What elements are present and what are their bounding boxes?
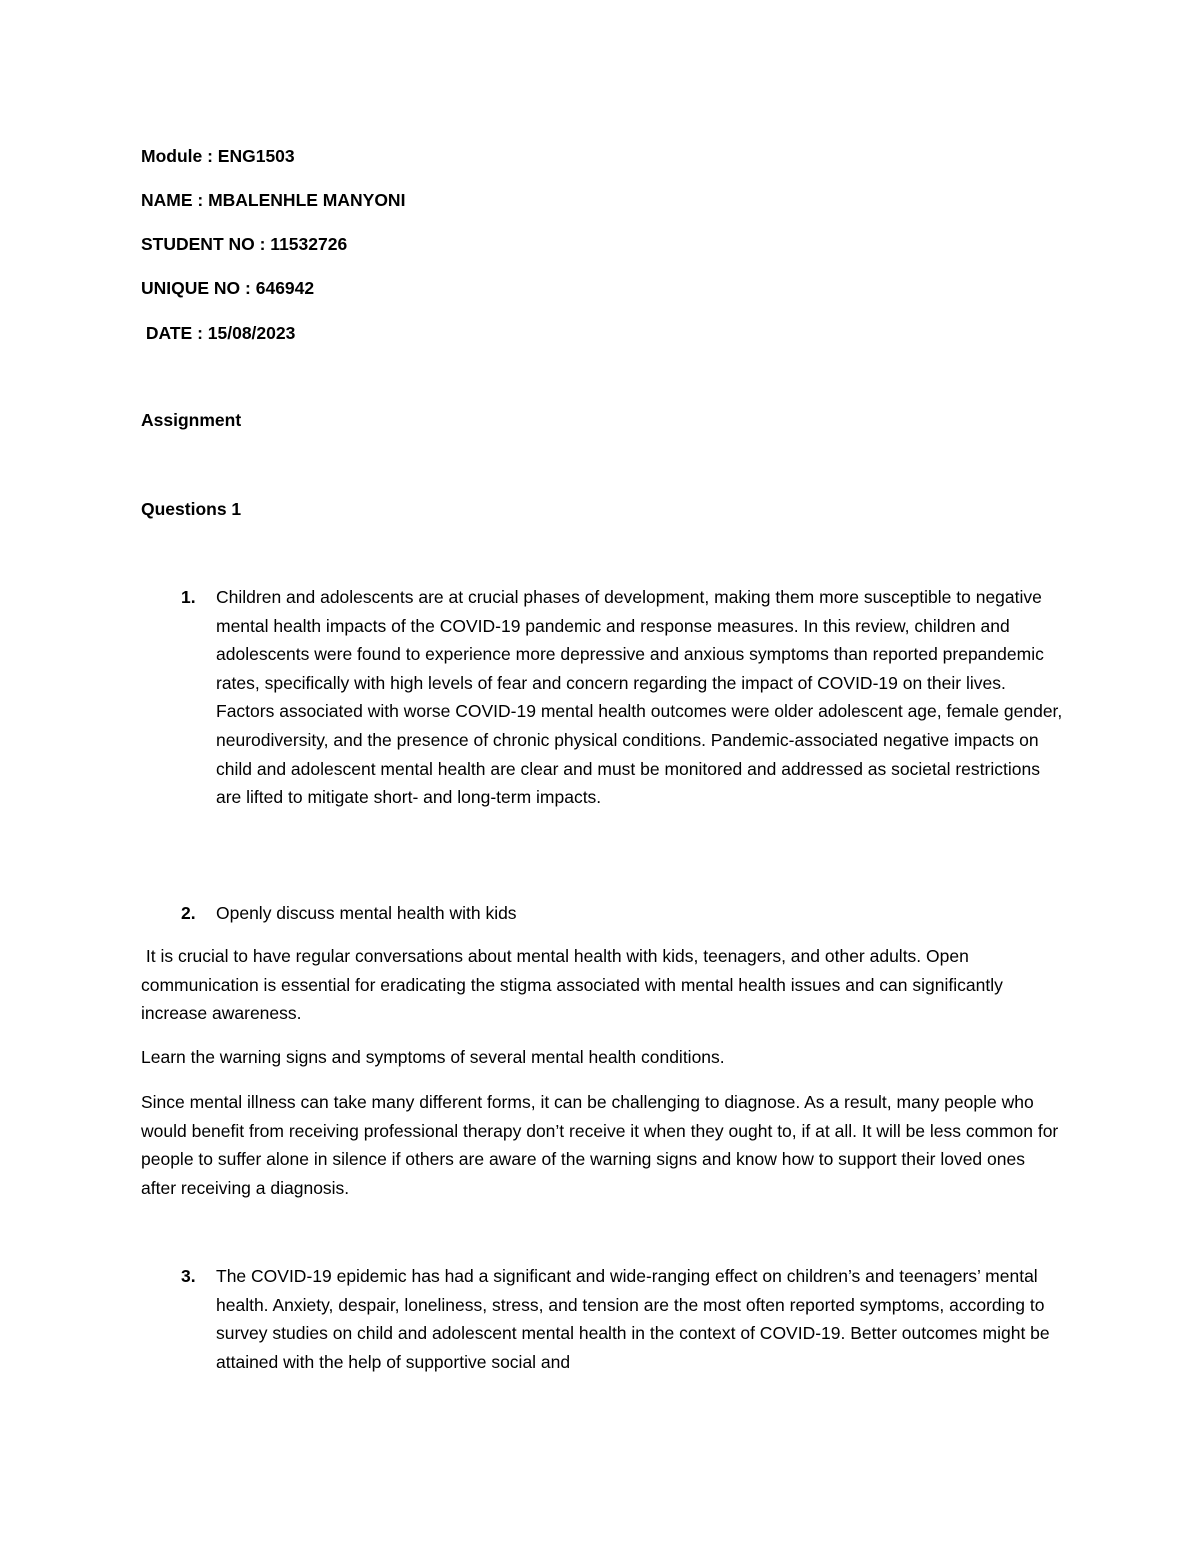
question-heading: Questions 1 <box>141 499 242 519</box>
item-2-text: Openly discuss mental health with kids <box>216 903 517 923</box>
paragraph-2: Learn the warning signs and symptoms of several mental health conditions. <box>141 1047 725 1067</box>
item-1-text: Children and adolescents are at crucial phases of development, making them more susceptible to negative mental health impacts of the COVID-19 pandemic and response measures. In this review, children and adolescents were found to experience more depressive and anxious symptoms than reported prepandemic rates, specifically with high levels of fear and concern regarding the impact of COVID-19 on their lives. Factors associated with worse COVID-19 mental health outcomes were older adolescent age, female gender, neurodiversity, and the presence of chronic physical conditions. Pandemic-associated negative impacts on child and adolescent mental health are clear and must be monitored and addressed as societal restrictions are lifted to mitigate short- and long-term impacts. <box>216 587 1063 808</box>
paragraph-3: Since mental illness can take many different forms, it can be challenging to diagnose. As a result, many people who would benefit from receiving professional therapy don’t receive it when they ought to, if at all. It will be less common for people to suffer alone in silence if others are aware of the warning signs and know how to support their loved ones after receiving a diagnosis. <box>141 1092 1059 1198</box>
item-3-number: 3. <box>181 1266 196 1286</box>
student-no-line: STUDENT NO : 11532726 <box>141 234 348 254</box>
assignment-title: Assignment <box>141 410 242 430</box>
module-line: Module : ENG1503 <box>141 146 295 166</box>
unique-no-line: UNIQUE NO : 646942 <box>141 278 315 298</box>
item-3-text: The COVID-19 epidemic has had a significant and wide-ranging effect on children’s and teenagers’ mental health. Anxiety, despair, loneliness, stress, and tension are the most often reported symptoms, according to survey studies on child and adolescent mental health in the context of COVID-19. Better outcomes might be attained with the help of supportive social and <box>216 1266 1050 1372</box>
item-2-number: 2. <box>181 903 196 923</box>
paragraph-1: It is crucial to have regular conversations about mental health with kids, teenagers, and other adults. Open communication is essential for eradicating the stigma associated with mental health issues and can significantly increase awareness. <box>141 946 1008 1024</box>
name-line: NAME : MBALENHLE MANYONI <box>141 190 406 210</box>
item-1-number: 1. <box>181 587 196 607</box>
date-line: DATE : 15/08/2023 <box>141 323 296 343</box>
